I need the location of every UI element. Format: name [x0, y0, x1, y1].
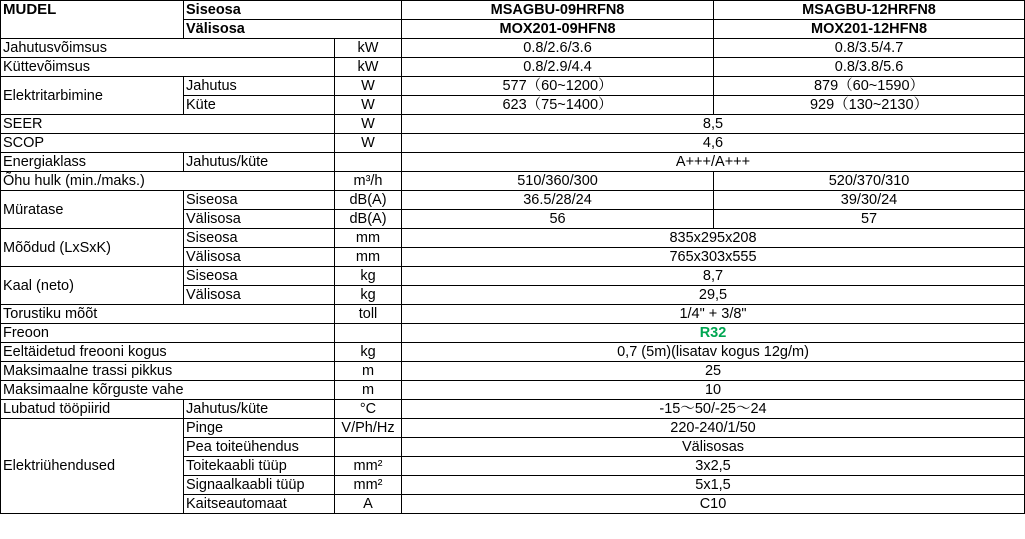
row-label: SCOP — [1, 134, 335, 153]
sub-label: Siseosa — [184, 229, 335, 248]
unit-cell: kg — [335, 286, 402, 305]
unit-cell: mm — [335, 248, 402, 267]
value-cell: 39/30/24 — [714, 191, 1025, 210]
row-label: Õhu hulk (min./maks.) — [1, 172, 335, 191]
value-cell: 0,7 (5m)(lisatav kogus 12g/m) — [402, 343, 1025, 362]
unit-cell: mm² — [335, 476, 402, 495]
row-label: Maksimaalne trassi pikkus — [1, 362, 335, 381]
row-label: Mõõdud (LxSxK) — [1, 229, 184, 267]
row-label: SEER — [1, 115, 335, 134]
table-row — [1, 229, 1025, 248]
indoor-model-2: MSAGBU-12HRFN8 — [714, 1, 1025, 20]
sub-label: Jahutus/küte — [184, 153, 335, 172]
table-row — [1, 115, 1025, 134]
sub-label: Jahutus/küte — [184, 400, 335, 419]
unit-cell: W — [335, 77, 402, 96]
value-cell: 520/370/310 — [714, 172, 1025, 191]
unit-cell: dB(A) — [335, 191, 402, 210]
unit-cell: m — [335, 362, 402, 381]
model-label: MUDEL — [1, 1, 184, 39]
value-cell: 623（75~1400） — [402, 96, 714, 115]
table-row — [1, 39, 1025, 58]
unit-cell: kW — [335, 39, 402, 58]
table-row — [1, 419, 1025, 438]
value-cell: 10 — [402, 381, 1025, 400]
unit-cell: V/Ph/Hz — [335, 419, 402, 438]
row-label: Elektritarbimine — [1, 77, 184, 115]
value-cell: 56 — [402, 210, 714, 229]
outdoor-unit-label: Välisosa — [184, 20, 402, 39]
table-row — [1, 305, 1025, 324]
value-cell: 0.8/3.5/4.7 — [714, 39, 1025, 58]
table-row — [1, 324, 1025, 343]
value-cell: 0.8/3.8/5.6 — [714, 58, 1025, 77]
table-row — [1, 153, 1025, 172]
value-cell: 879（60~1590） — [714, 77, 1025, 96]
value-cell: 929（130~2130） — [714, 96, 1025, 115]
sub-label: Kaitseautomaat — [184, 495, 335, 514]
value-cell: 8,5 — [402, 115, 1025, 134]
unit-cell: kg — [335, 267, 402, 286]
row-label: Küttevõimsus — [1, 58, 335, 77]
header-row-indoor — [1, 1, 1025, 20]
value-cell: 0.8/2.9/4.4 — [402, 58, 714, 77]
sub-label: Toitekaabli tüüp — [184, 457, 335, 476]
value-cell: 4,6 — [402, 134, 1025, 153]
sub-label: Pinge — [184, 419, 335, 438]
row-label: Torustiku mõõt — [1, 305, 335, 324]
table-row — [1, 267, 1025, 286]
unit-cell: m³/h — [335, 172, 402, 191]
unit-cell: W — [335, 96, 402, 115]
value-cell: 510/360/300 — [402, 172, 714, 191]
unit-cell: kW — [335, 58, 402, 77]
sub-label: Jahutus — [184, 77, 335, 96]
value-cell: 57 — [714, 210, 1025, 229]
value-cell: 765x303x555 — [402, 248, 1025, 267]
unit-cell — [335, 438, 402, 457]
row-label: Eeltäidetud freooni kogus — [1, 343, 335, 362]
row-label: Freoon — [1, 324, 335, 343]
table-row — [1, 58, 1025, 77]
row-label: Kaal (neto) — [1, 267, 184, 305]
sub-label: Pea toiteühendus — [184, 438, 335, 457]
unit-cell: mm — [335, 229, 402, 248]
sub-label: Signaalkaabli tüüp — [184, 476, 335, 495]
value-cell: 8,7 — [402, 267, 1025, 286]
value-cell: 577（60~1200） — [402, 77, 714, 96]
value-cell: 835x295x208 — [402, 229, 1025, 248]
value-cell: C10 — [402, 495, 1025, 514]
row-label: Elektriühendused — [1, 419, 184, 514]
value-cell: 25 — [402, 362, 1025, 381]
table-row — [1, 362, 1025, 381]
unit-cell: toll — [335, 305, 402, 324]
value-cell: 220-240/1/50 — [402, 419, 1025, 438]
unit-cell: m — [335, 381, 402, 400]
unit-cell: mm² — [335, 457, 402, 476]
indoor-unit-label: Siseosa — [184, 1, 402, 20]
table-row — [1, 134, 1025, 153]
indoor-model-1: MSAGBU-09HRFN8 — [402, 1, 714, 20]
outdoor-model-2: MOX201-12HFN8 — [714, 20, 1025, 39]
refrigerant-value: R32 — [402, 324, 1025, 343]
sub-label: Siseosa — [184, 267, 335, 286]
value-cell: 36.5/28/24 — [402, 191, 714, 210]
value-cell: 0.8/2.6/3.6 — [402, 39, 714, 58]
sub-label: Välisosa — [184, 286, 335, 305]
row-label: Jahutusvõimsus — [1, 39, 335, 58]
outdoor-model-1: MOX201-09HFN8 — [402, 20, 714, 39]
unit-cell — [335, 324, 402, 343]
sub-label: Siseosa — [184, 191, 335, 210]
value-cell: -15～50/-25～24 — [402, 400, 1025, 419]
table-row — [1, 343, 1025, 362]
table-row — [1, 77, 1025, 96]
value-cell: 29,5 — [402, 286, 1025, 305]
row-label: Energiaklass — [1, 153, 184, 172]
value-cell: Välisosas — [402, 438, 1025, 457]
value-cell: A+++/A+++ — [402, 153, 1025, 172]
unit-cell: kg — [335, 343, 402, 362]
row-label: Maksimaalne kõrguste vahe — [1, 381, 335, 400]
table-row — [1, 172, 1025, 191]
row-label: Müratase — [1, 191, 184, 229]
table-row — [1, 400, 1025, 419]
value-cell: 5x1,5 — [402, 476, 1025, 495]
unit-cell: W — [335, 134, 402, 153]
sub-label: Välisosa — [184, 210, 335, 229]
table-row — [1, 381, 1025, 400]
unit-cell: W — [335, 115, 402, 134]
table-row — [1, 191, 1025, 210]
unit-cell: dB(A) — [335, 210, 402, 229]
unit-cell — [335, 153, 402, 172]
unit-cell: A — [335, 495, 402, 514]
value-cell: 3x2,5 — [402, 457, 1025, 476]
row-label: Lubatud tööpiirid — [1, 400, 184, 419]
unit-cell: °C — [335, 400, 402, 419]
value-cell: 1/4" + 3/8" — [402, 305, 1025, 324]
sub-label: Välisosa — [184, 248, 335, 267]
sub-label: Küte — [184, 96, 335, 115]
